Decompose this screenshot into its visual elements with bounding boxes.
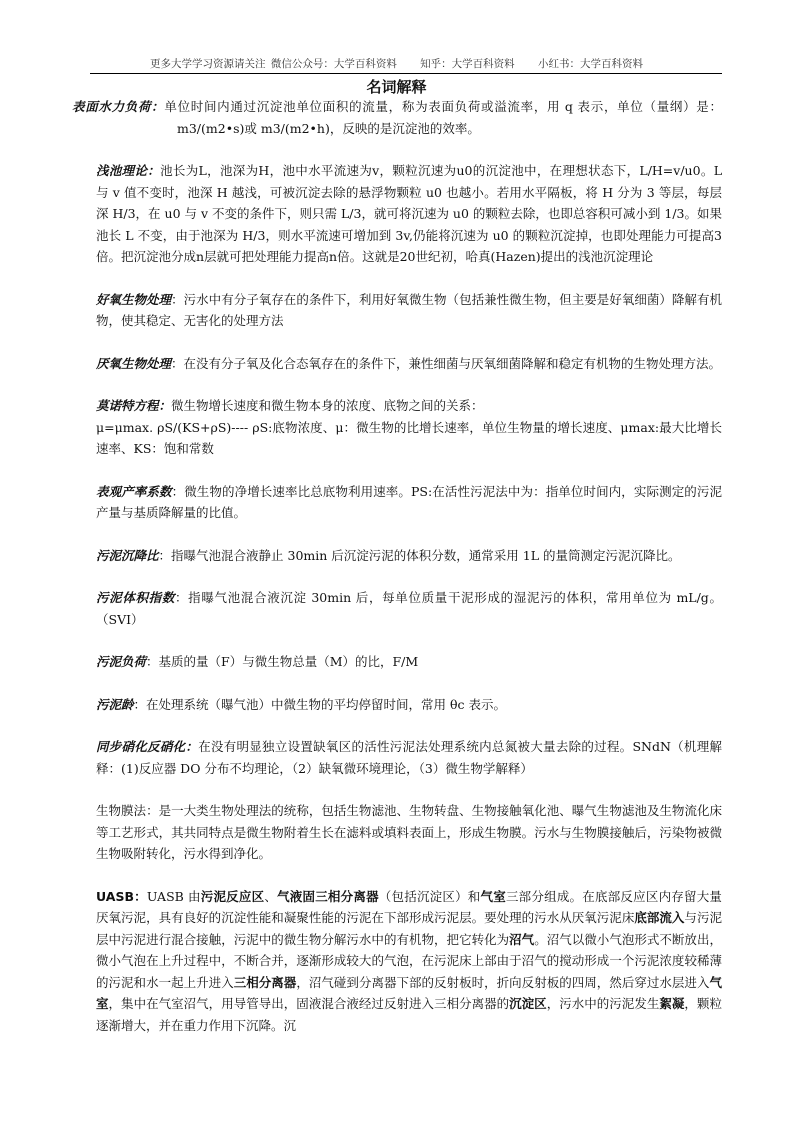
entry-text: ：是一大类生物处理法的统称，包括生物滤池、生物转盘、生物接触氧化池、曝气生物滤池及生物流化床等工艺形式，其共同特点是微生物附着生长在滤料或填料表面上，形成生物膜。污水与生物膜接触后，污染物被微生物吸附转化，污水得到净化。 bbox=[96, 803, 722, 861]
entry-text: ：微生物的净增长速率比总底物利用速率。PS:在活性污泥法中为：指单位时间内，实际测定的污泥产量与基质降解量的比值。 bbox=[96, 483, 722, 520]
entry-sndn bbox=[96, 736, 722, 779]
entry-term: 莫诺特方程： bbox=[96, 398, 172, 413]
uasb-text: 、 bbox=[264, 888, 278, 904]
page-header bbox=[0, 56, 793, 71]
entry-text: ：指曝气池混合液沉淀 30min 后，每单位质量干泥形成的湿泥污的体积，常用单位为 mL/g。（SVI） bbox=[96, 590, 722, 627]
entry-text: ：污水中有分子氧存在的条件下，利用好氧微生物（包括兼性微生物，但主要是好氧细菌）降解有机物，使其稳定、无害化的处理方法 bbox=[96, 291, 722, 328]
uasb-text: 。沼气以微小气泡形式不断放出，微小气泡在上升过程中，不断合并，逐渐形成较大的气泡，在污泥床上部由于沼气的搅动形成一个污泥浓度较稀薄的污泥和水一起上升进入 bbox=[96, 931, 722, 990]
entry-yield bbox=[96, 481, 722, 524]
uasb-text: ，污水中的污泥发生 bbox=[546, 996, 660, 1011]
header-xiaohongshu: 小红书：大学百科资料 bbox=[538, 58, 644, 70]
entry-term: 同步硝化反硝化： bbox=[96, 739, 199, 754]
entry-monod bbox=[96, 395, 722, 460]
entry-term: 好氧生物处理 bbox=[96, 291, 172, 307]
header-wechat: 更多大学学习资源请关注 微信公众号：大学百科资料 bbox=[149, 58, 397, 70]
entry-text: 微生物增长速度和微生物本身的浓度、底物之间的关系： bbox=[171, 398, 484, 413]
uasb-bold: 气液固三相分离器 bbox=[277, 888, 379, 904]
entry-sludge-load bbox=[96, 651, 722, 673]
uasb-text: ，颗粒逐渐增大，并在重力作用下沉降。沉 bbox=[96, 996, 722, 1033]
uasb-text: UASB 由 bbox=[146, 888, 201, 904]
entry-sv bbox=[96, 545, 722, 567]
entry-term: 浅池理论： bbox=[96, 163, 161, 178]
uasb-text: （包括沉淀区）和 bbox=[378, 888, 481, 904]
entry-term: 生物膜法 bbox=[96, 803, 147, 818]
uasb-text: 三部分组成。在底部反应区内存留大量厌氧污泥，具有良好的沉淀性能和凝聚性能的污泥在下部形成污泥层。要处理的污水从厌氧污泥床 bbox=[96, 888, 722, 925]
monod-formula: μ=μmax. ρS/(KS+ρS)---- ρS:底物浓度、μ：微生物的比增长速率，单位生物量的增长速度、μmax:最大比增长速率、KS：饱和常数 bbox=[96, 419, 722, 456]
entry-text: 在没有明显独立设置缺氧区的活性污泥法处理系统内总氮被大量去除的过程。SNdN（机理解释：(1)反应器 DO 分布不均理论，（2）缺氧微环境理论，（3）微生物学解释） bbox=[96, 739, 722, 776]
uasb-text: ，集中在气室沼气，用导管导出，固液混合液经过反射进入三相分离器的 bbox=[108, 996, 510, 1011]
uasb-bold: 沼气 bbox=[509, 931, 535, 947]
uasb-bold: 三相分离器 bbox=[233, 974, 297, 990]
entry-biofilm bbox=[96, 800, 722, 865]
entry-text: ：在没有分子氧及化合态氧存在的条件下，兼性细菌与厌氧细菌降解和稳定有机物的生物处理方法。 bbox=[171, 355, 722, 371]
entry-sludge-age bbox=[96, 694, 722, 716]
uasb-bold: 污泥反应区 bbox=[200, 888, 265, 904]
entry-svi bbox=[96, 587, 722, 630]
uasb-bold: 絮凝 bbox=[659, 996, 685, 1011]
uasb-text: 与污泥层中污泥进行混合接触，污泥中的微生物分解污水中的有机物，把它转化为 bbox=[96, 910, 722, 947]
entry-term: UASB： bbox=[96, 888, 147, 904]
entry-aerobic bbox=[96, 289, 722, 332]
entry-text: 单位时间内通过沉淀池单位面积的流量，称为表面负荷或溢流率，用 q 表示，单位（量纲）是：m3/(m2•s)或 m3/(m2•h)，反映的是沉淀池的效率。 bbox=[164, 99, 722, 136]
entry-anaerobic bbox=[96, 353, 722, 375]
page-title: 名词解释 bbox=[366, 78, 427, 96]
entry-text: ：指曝气池混合液静止 30min 后沉淀污泥的体积分数，通常采用 1L 的量筒测定污泥沉降比。 bbox=[158, 547, 681, 563]
entry-text: ：基质的量（F）与微生物总量（M）的比，F/M bbox=[146, 654, 419, 669]
entry-term: 厌氧生物处理 bbox=[96, 355, 172, 371]
entry-term: 污泥沉降比 bbox=[96, 547, 159, 563]
entry-surface-load bbox=[72, 96, 722, 139]
entry-text: ：在处理系统（曝气池）中微生物的平均停留时间，常用 θc 表示。 bbox=[133, 696, 506, 712]
uasb-bold: 气室 bbox=[480, 888, 506, 904]
entry-term: 污泥负荷 bbox=[96, 654, 147, 669]
entry-uasb bbox=[96, 886, 722, 1037]
entry-term: 污泥体积指数 bbox=[96, 590, 176, 605]
entry-term: 污泥龄 bbox=[96, 696, 134, 712]
entry-term: 表面水力负荷： bbox=[72, 99, 165, 114]
uasb-bold: 气室 bbox=[96, 974, 722, 1011]
entry-shallow-pool bbox=[96, 160, 722, 268]
entry-text: 池长为L，池深为H，池中水平流速为v，颗粒沉速为u0的沉淀池中，在理想状态下，L/H=v/u0。L 与 v 值不变时，池深 H 越浅，可被沉淀去除的悬浮物颗粒 u0 也越小。若用水平隔板，将 H 分为 3 等层，每层深 H/3，在 u0 与 v 不变的条件下，则只需 L/3，就可将沉速为 u0 的颗粒去除，也即总容积可减小到 1/3。如果池长 L 不变，由于池深为 H/3，则水平流速可增加到 3v,仍能将沉速为 u0 的颗粒沉淀掉，也即处理能力可提高3倍。把沉淀池分成n层就可把处理能力提高n倍。这就是20世纪初，哈真(Hazen)提出的浅池沉淀理论 bbox=[96, 163, 722, 264]
document-body bbox=[72, 96, 722, 1057]
header-divider bbox=[90, 73, 722, 74]
header-zhihu: 知乎：大学百科资料 bbox=[420, 58, 515, 70]
uasb-text: ，沼气碰到分离器下部的反射板时，折向反射板的四周，然后穿过水层进入 bbox=[296, 974, 710, 990]
entry-term: 表观产率系数 bbox=[96, 483, 172, 499]
uasb-bold: 底部流入 bbox=[634, 910, 685, 925]
uasb-bold: 沉淀区 bbox=[509, 996, 547, 1011]
